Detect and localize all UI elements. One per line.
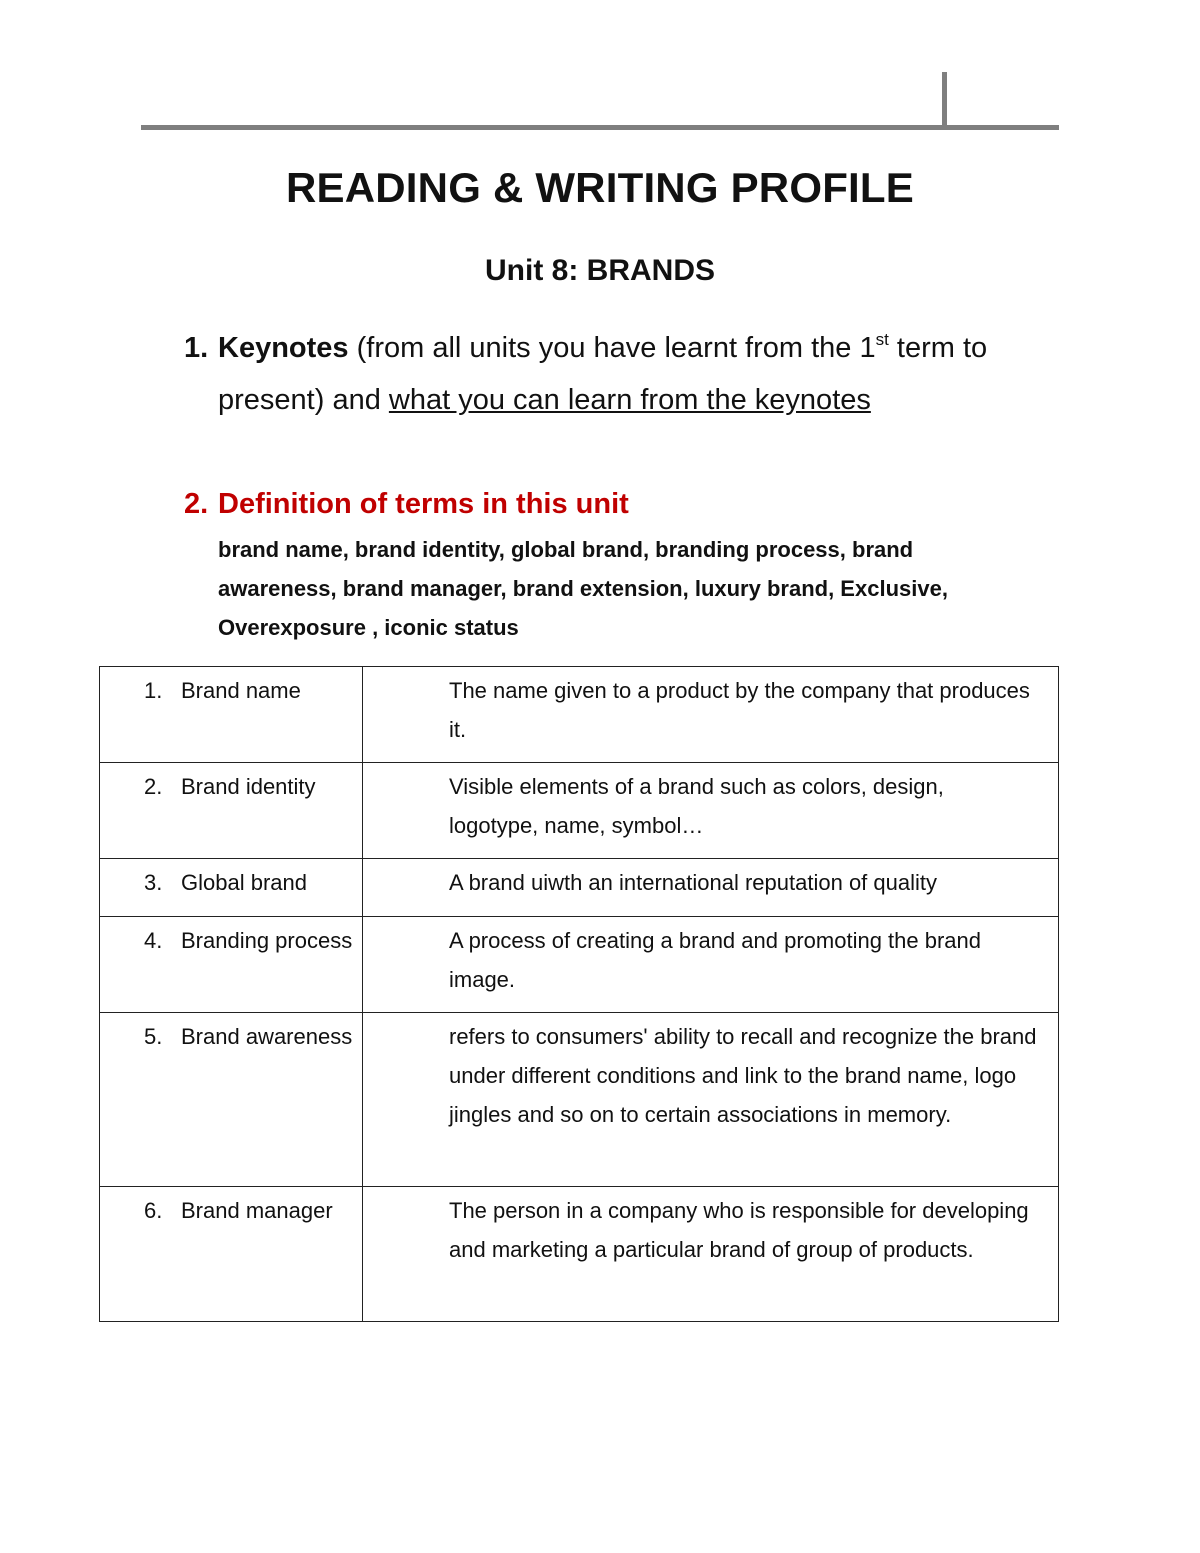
term-cell: [100, 667, 363, 763]
term-number: 4.: [144, 928, 163, 953]
term-cell-content: [100, 863, 362, 902]
term-cell: [100, 859, 363, 917]
unit-subtitle: Unit 8: BRANDS: [485, 254, 715, 287]
term-cell-content: [100, 671, 362, 710]
term-cell-content: [100, 767, 362, 806]
term-cell-content: [100, 1191, 362, 1230]
keynotes-underlined: what you can learn from the keynotes: [388, 384, 871, 416]
keynotes-text-continued: term to present) and: [218, 332, 988, 416]
definition-cell: The name given to a product by the company that produces it.: [363, 667, 1059, 763]
keynotes-text: (from all units you have learnt from the 1: [348, 332, 876, 364]
term-number: 1.: [144, 678, 163, 703]
term-cell-content: [100, 1017, 362, 1056]
ordinal-suffix: st: [875, 330, 889, 349]
table-row: [100, 1013, 1059, 1187]
term-label: Brand name: [181, 678, 301, 703]
definitions-table-body: [100, 667, 1059, 1322]
term-number: 2.: [144, 774, 163, 799]
section-keynotes: [184, 322, 1044, 426]
term-label: Brand manager: [181, 1198, 333, 1223]
table-row: [100, 763, 1059, 859]
table-row: [100, 859, 1059, 917]
term-label: Global brand: [181, 870, 307, 895]
keynotes-label: Keynotes: [218, 332, 349, 364]
term-cell: [100, 763, 363, 859]
definition-cell: The person in a company who is responsible for developing and marketing a particular brand of group of products.: [363, 1187, 1059, 1322]
definitions-heading: Definition of terms in this unit: [218, 488, 629, 520]
table-row: [100, 1187, 1059, 1322]
section-number: 2.: [184, 488, 209, 520]
term-cell: [100, 1187, 363, 1322]
definition-cell: A brand uiwth an international reputation of quality: [363, 859, 1059, 917]
term-cell-content: [100, 921, 362, 960]
term-label: Brand awareness: [181, 1024, 353, 1049]
section-number: 1.: [184, 332, 209, 364]
section-definitions: [184, 478, 1044, 530]
term-cell: [100, 1013, 363, 1187]
definition-cell: refers to consumers' ability to recall and recognize the brand under different conditions and link to the brand name, logo jingles and so on to certain associations in memory.: [363, 1013, 1059, 1187]
definitions-table: [99, 666, 1059, 1322]
term-label: Brand identity: [181, 774, 316, 799]
term-number: 3.: [144, 870, 163, 895]
definition-cell: Visible elements of a brand such as colors, design, logotype, name, symbol…: [363, 763, 1059, 859]
header-rule: [141, 125, 1059, 130]
table-row: [100, 917, 1059, 1013]
header-tick: [942, 72, 947, 128]
definition-cell: A process of creating a brand and promoting the brand image.: [363, 917, 1059, 1013]
terms-list: brand name, brand identity, global brand, branding process, brand awareness, brand manager, brand extension, luxury brand, Exclusive, Overexposure , iconic status: [218, 537, 948, 640]
section-body: [218, 322, 1044, 426]
term-number: 5.: [144, 1024, 163, 1049]
term-cell: [100, 917, 363, 1013]
term-label: Branding process: [181, 928, 353, 953]
term-number: 6.: [144, 1198, 163, 1223]
table-row: [100, 667, 1059, 763]
page-title: READING & WRITING PROFILE: [286, 164, 914, 211]
